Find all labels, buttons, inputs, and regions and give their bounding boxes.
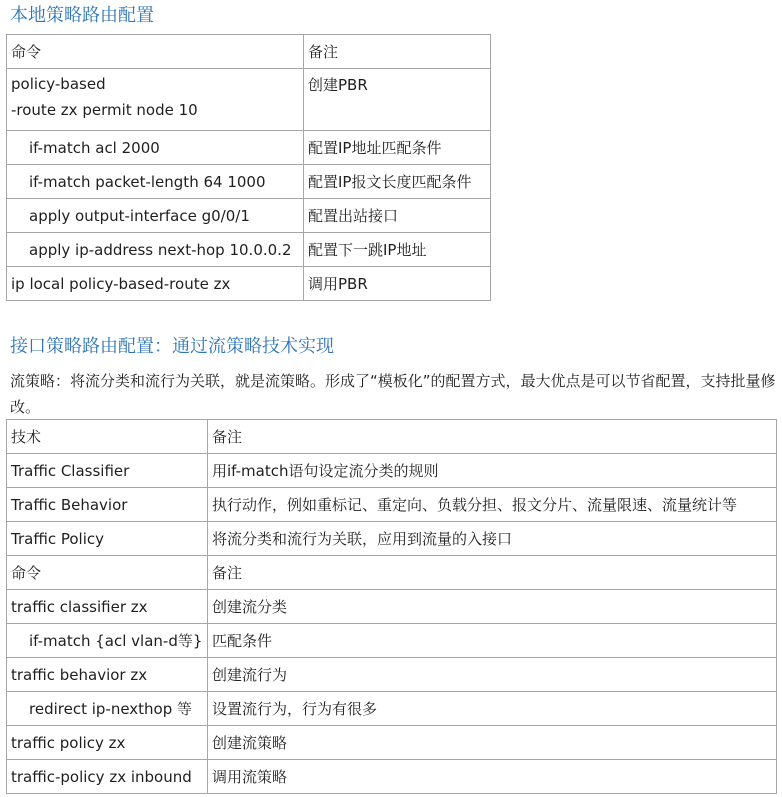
note-cell: 匹配条件 — [208, 624, 777, 658]
command-cell: traffic behavior zx — [7, 658, 208, 692]
table-row — [7, 624, 777, 658]
header-cell-command: 命令 — [7, 556, 208, 590]
command-cell: traffic classifier zx — [7, 590, 208, 624]
command-cell: apply ip-address next-hop 10.0.0.2 — [7, 233, 304, 267]
note-cell: 用if-match语句设定流分类的规则 — [208, 454, 777, 488]
interface-pbr-table — [6, 419, 777, 794]
command-line-1: policy-based — [11, 75, 106, 93]
header-cell-technology: 技术 — [7, 420, 208, 454]
command-cell — [7, 69, 304, 131]
note-cell: 创建流策略 — [208, 726, 777, 760]
header-cell-command: 命令 — [7, 35, 304, 69]
note-cell: 调用PBR — [304, 267, 491, 301]
table-row — [7, 590, 777, 624]
table-header-row — [7, 420, 777, 454]
note-cell: 将流分类和流行为关联，应用到流量的入接口 — [208, 522, 777, 556]
table-row — [7, 165, 491, 199]
note-cell: 配置下一跳IP地址 — [304, 233, 491, 267]
table-row — [7, 658, 777, 692]
note-cell: 执行动作，例如重标记、重定向、负载分担、报文分片、流量限速、流量统计等 — [208, 488, 777, 522]
table-row — [7, 760, 777, 794]
table-row — [7, 131, 491, 165]
table-row — [7, 522, 777, 556]
table-subheader-row — [7, 556, 777, 590]
note-cell: 创建PBR — [304, 69, 491, 131]
technology-cell: Traffic Policy — [7, 522, 208, 556]
note-cell: 创建流分类 — [208, 590, 777, 624]
table-row — [7, 454, 777, 488]
command-cell: redirect ip-nexthop 等 — [7, 692, 208, 726]
table-row — [7, 692, 777, 726]
command-cell: if-match {acl vlan-d等} — [7, 624, 208, 658]
note-cell: 配置IP地址匹配条件 — [304, 131, 491, 165]
table-row — [7, 199, 491, 233]
section2-description: 流策略：将流分类和流行为关联，就是流策略。形成了“模板化”的配置方式，最大优点是可以节省配置，支持批量修改。 — [10, 372, 776, 416]
table-row — [7, 267, 491, 301]
command-cell: traffic-policy zx inbound — [7, 760, 208, 794]
header-cell-note: 备注 — [208, 556, 777, 590]
note-cell: 配置出站接口 — [304, 199, 491, 233]
note-cell: 调用流策略 — [208, 760, 777, 794]
section2-heading: 接口策略路由配置：通过流策略技术实现 — [10, 336, 334, 357]
table-row — [7, 488, 777, 522]
technology-cell: Traffic Behavior — [7, 488, 208, 522]
local-pbr-table — [6, 34, 491, 301]
command-cell: traffic policy zx — [7, 726, 208, 760]
table-row — [7, 69, 491, 131]
command-cell: apply output-interface g0/0/1 — [7, 199, 304, 233]
header-cell-note: 备注 — [208, 420, 777, 454]
section1-heading: 本地策略路由配置 — [10, 5, 154, 26]
table-row — [7, 726, 777, 760]
table-header-row — [7, 35, 491, 69]
command-line-2: -route zx permit node 10 — [11, 101, 198, 119]
note-cell: 创建流行为 — [208, 658, 777, 692]
table-row — [7, 233, 491, 267]
technology-cell: Traffic Classifier — [7, 454, 208, 488]
command-cell: if-match acl 2000 — [7, 131, 304, 165]
note-cell: 配置IP报文长度匹配条件 — [304, 165, 491, 199]
command-cell: if-match packet-length 64 1000 — [7, 165, 304, 199]
note-cell: 设置流行为，行为有很多 — [208, 692, 777, 726]
header-cell-note: 备注 — [304, 35, 491, 69]
command-cell: ip local policy-based-route zx — [7, 267, 304, 301]
